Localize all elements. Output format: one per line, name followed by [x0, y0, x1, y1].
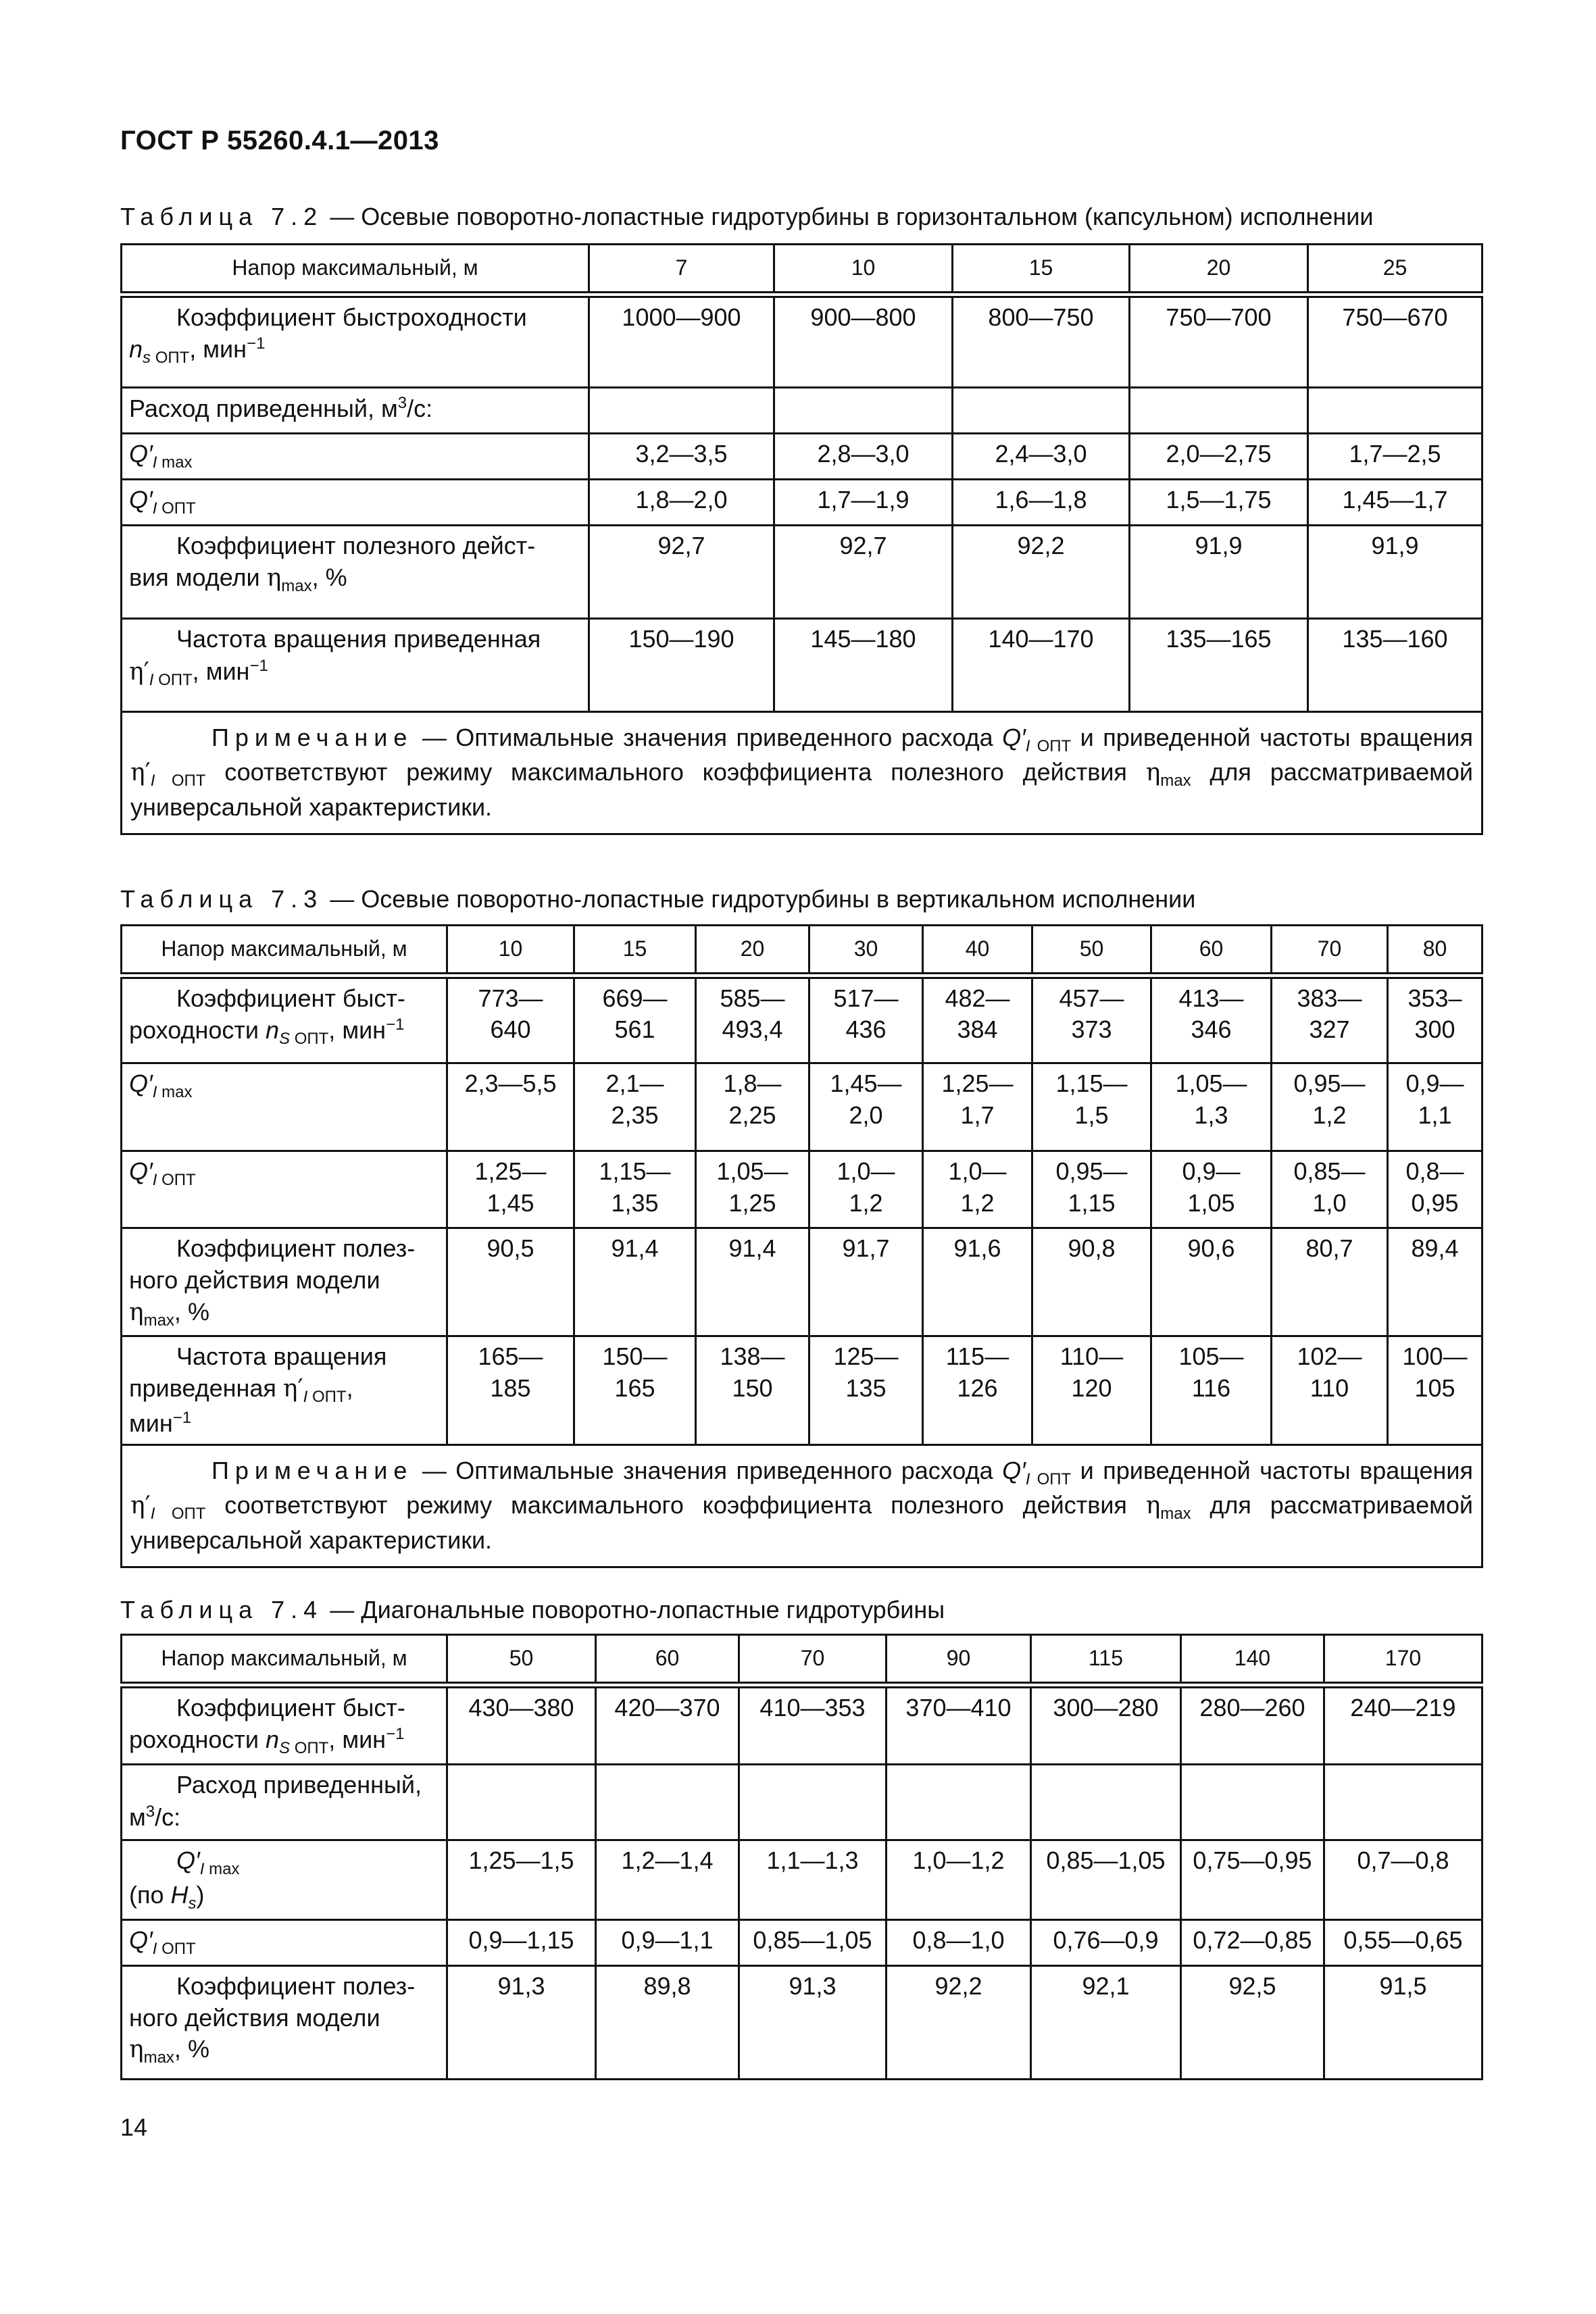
head-value: 70: [1272, 926, 1388, 976]
cell-value: 1,8— 2,25: [696, 1063, 809, 1151]
row-label: Коэффициент быст- роходности $n_S$ $_{ОПТ}$, мин$^{-1}$: [122, 1685, 447, 1765]
cell-value: 91,3: [739, 1965, 887, 2079]
cell-value: 92,2: [887, 1965, 1031, 2079]
cell-value: 353– 300: [1388, 976, 1482, 1063]
head-value: 15: [953, 245, 1130, 295]
cell-value: 280—260: [1181, 1685, 1324, 1765]
cell-value: 92,7: [589, 526, 774, 619]
cell-value: 1,0— 1,2: [809, 1151, 923, 1228]
table-row: [122, 1685, 1482, 1765]
head-label: Напор максимальный, м: [122, 926, 447, 976]
table-row: [122, 976, 1482, 1063]
cell-value: 165— 185: [447, 1336, 574, 1445]
head-value: 10: [447, 926, 574, 976]
cell-value: 0,85—1,05: [739, 1919, 887, 1965]
cell-value: 145—180: [774, 619, 953, 712]
cell-value: 0,95— 1,2: [1272, 1063, 1388, 1151]
table-note-row: [122, 1444, 1482, 1567]
cell-value: 80,7: [1272, 1228, 1388, 1336]
cell-value: 1,6—1,8: [953, 480, 1130, 526]
table-row: [122, 1336, 1482, 1445]
head-value: 115: [1031, 1635, 1181, 1685]
cell-value: 383— 327: [1272, 976, 1388, 1063]
head-value: 60: [596, 1635, 739, 1685]
cell-value: 240—219: [1324, 1685, 1482, 1765]
cell-value: 92,1: [1031, 1965, 1181, 2079]
cell-value: 1,0—1,2: [887, 1840, 1031, 1920]
cell-value: 800—750: [953, 295, 1130, 388]
cell-value: 2,4—3,0: [953, 434, 1130, 480]
cell-value: 92,2: [953, 526, 1130, 619]
table-note-row: [122, 712, 1482, 834]
caption-label: Таблица 7.2: [120, 203, 324, 230]
cell-value: 92,5: [1181, 1965, 1324, 2079]
row-label: Частота вращения приведенная $\eta'_I$ $_{ОПТ}$, мин$^{-1}$: [122, 619, 589, 712]
cell-value: 1,05— 1,3: [1151, 1063, 1272, 1151]
table-row: [122, 1228, 1482, 1336]
cell-value: 135—160: [1308, 619, 1482, 712]
cell-value: 1,8—2,0: [589, 480, 774, 526]
cell-value: 2,0—2,75: [1130, 434, 1308, 480]
table-row: [122, 1765, 1482, 1840]
cell-value: 115— 126: [923, 1336, 1032, 1445]
cell-value: 2,3—5,5: [447, 1063, 574, 1151]
table-header-row: [122, 1635, 1482, 1685]
cell-value: 420—370: [596, 1685, 739, 1765]
row-label: $Q'_I$ $_{ОПТ}$: [122, 1919, 447, 1965]
head-value: 140: [1181, 1635, 1324, 1685]
cell-value: 669— 561: [574, 976, 696, 1063]
row-label: Коэффициент быстроходности $n_s$ $_{ОПТ}$, мин$^{-1}$: [122, 295, 589, 388]
head-value: 50: [1032, 926, 1151, 976]
head-label: Напор максимальный, м: [122, 245, 589, 295]
cell-value: 91,6: [923, 1228, 1032, 1336]
caption-title: — Диагональные поворотно-лопастные гидротурбины: [330, 1596, 945, 1624]
table-7-4: [120, 1634, 1483, 2080]
cell-value: 1,25— 1,45: [447, 1151, 574, 1228]
table-row: [122, 526, 1482, 619]
row-label: Коэффициент полез- ного действия модели $\eta_{max}$, %: [122, 1228, 447, 1336]
caption-label: Таблица 7.4: [120, 1596, 324, 1624]
caption-label: Таблица 7.3: [120, 885, 324, 913]
cell-value: 91,3: [447, 1965, 596, 2079]
row-label: $Q'_I$ $_{max}$ (по $H_s$): [122, 1840, 447, 1920]
table-row: [122, 480, 1482, 526]
cell-value: 105— 116: [1151, 1336, 1272, 1445]
head-value: 90: [887, 1635, 1031, 1685]
cell-value: 517— 436: [809, 976, 923, 1063]
cell-value: 0,72—0,85: [1181, 1919, 1324, 1965]
document-header: ГОСТ Р 55260.4.1—2013: [120, 126, 439, 155]
head-value: 20: [1130, 245, 1308, 295]
cell-value: 900—800: [774, 295, 953, 388]
head-value: 50: [447, 1635, 596, 1685]
cell-value: 0,76—0,9: [1031, 1919, 1181, 1965]
cell-value: 1,7—1,9: [774, 480, 953, 526]
row-label: Расход приведенный, $м^3/с$:: [122, 388, 589, 434]
row-label: Коэффициент полез- ного действия модели $\eta_{max}$, %: [122, 1965, 447, 2079]
row-label: $Q'_I$ $_{max}$: [122, 1063, 447, 1151]
cell-value: 0,9— 1,1: [1388, 1063, 1482, 1151]
cell-value: 92,7: [774, 526, 953, 619]
table-note: Примечание — Оптимальные значения приведенного расхода $Q'_I$ $_{ОПТ}$ и приведенной частоты вращения $\eta'_I$ $_{ОПТ}$ соответствуют режиму максимального коэффициента полезного действия $\eta_{max}$ для рассматриваемой универсальной характеристики.: [122, 1444, 1482, 1567]
table-header-row: [122, 245, 1482, 295]
row-label: Коэффициент быст- роходности $n_S$ $_{ОПТ}$, мин$^{-1}$: [122, 976, 447, 1063]
cell-value: 89,4: [1388, 1228, 1482, 1336]
cell-value: 2,1— 2,35: [574, 1063, 696, 1151]
head-value: 20: [696, 926, 809, 976]
cell-value: 90,6: [1151, 1228, 1272, 1336]
head-value: 170: [1324, 1635, 1482, 1685]
table-row: [122, 1151, 1482, 1228]
caption-title: — Осевые поворотно-лопастные гидротурбины в вертикальном исполнении: [330, 885, 1196, 913]
cell-value: 1,15— 1,35: [574, 1151, 696, 1228]
cell-value: 1000—900: [589, 295, 774, 388]
cell-value: 91,4: [574, 1228, 696, 1336]
head-label: Напор максимальный, м: [122, 1635, 447, 1685]
table-row: [122, 295, 1482, 388]
table-7-2: [120, 243, 1483, 835]
cell-value: 413— 346: [1151, 976, 1272, 1063]
unit-rpm: мин: [203, 335, 247, 363]
cell-value: 140—170: [953, 619, 1130, 712]
cell-value: 2,8—3,0: [774, 434, 953, 480]
cell-value: 90,5: [447, 1228, 574, 1336]
caption-title: — Осевые поворотно-лопастные гидротурбины в горизонтальном (капсульном) исполнении: [330, 203, 1374, 230]
cell-value: 1,25— 1,7: [923, 1063, 1032, 1151]
cell-value: 0,8— 0,95: [1388, 1151, 1482, 1228]
cell-value: 150— 165: [574, 1336, 696, 1445]
table-7-3-caption: [120, 885, 1195, 913]
table-header-row: [122, 926, 1482, 976]
cell-value: 0,85— 1,0: [1272, 1151, 1388, 1228]
cell-value: 0,75—0,95: [1181, 1840, 1324, 1920]
cell-value: 430—380: [447, 1685, 596, 1765]
cell-value: 0,85—1,05: [1031, 1840, 1181, 1920]
table-row: [122, 619, 1482, 712]
table-row: [122, 1919, 1482, 1965]
cell-value: 110— 120: [1032, 1336, 1151, 1445]
table-7-3: [120, 924, 1483, 1568]
head-value: 70: [739, 1635, 887, 1685]
head-value: 30: [809, 926, 923, 976]
cell-value: 0,95— 1,15: [1032, 1151, 1151, 1228]
head-value: 10: [774, 245, 953, 295]
cell-value: 3,2—3,5: [589, 434, 774, 480]
table-note: Примечание — Оптимальные значения приведенного расхода $Q'_I$ $_{ОПТ}$ и приведенной частоты вращения $\eta'_I$ $_{ОПТ}$ соответствуют режиму максимального коэффициента полезного действия $\eta_{max}$ для рассматриваемой универсальной характеристики.: [122, 712, 1482, 834]
cell-value: 1,0— 1,2: [923, 1151, 1032, 1228]
cell-value: 91,7: [809, 1228, 923, 1336]
cell-value: 91,4: [696, 1228, 809, 1336]
cell-value: 1,25—1,5: [447, 1840, 596, 1920]
page-number: 14: [120, 2113, 148, 2141]
table-7-4-caption: [120, 1596, 945, 1624]
table-row: [122, 1965, 1482, 2079]
cell-value: 410—353: [739, 1685, 887, 1765]
cell-value: 0,9—1,15: [447, 1919, 596, 1965]
cell-value: 150—190: [589, 619, 774, 712]
cell-value: 0,8—1,0: [887, 1919, 1031, 1965]
cell-value: 300—280: [1031, 1685, 1181, 1765]
cell-value: 1,45—1,7: [1308, 480, 1482, 526]
cell-value: 750—670: [1308, 295, 1482, 388]
row-label: Расход приведенный, $м^3/с$:: [122, 1765, 447, 1840]
row-label: $Q'_I$ $_{ОПТ}$: [122, 480, 589, 526]
head-value: 7: [589, 245, 774, 295]
head-value: 80: [1388, 926, 1482, 976]
cell-value: 1,05— 1,25: [696, 1151, 809, 1228]
cell-value: 90,8: [1032, 1228, 1151, 1336]
row-label: $Q'_I$ $_{ОПТ}$: [122, 1151, 447, 1228]
cell-value: 89,8: [596, 1965, 739, 2079]
cell-value: 91,5: [1324, 1965, 1482, 2079]
table-row: [122, 434, 1482, 480]
table-row: [122, 388, 1482, 434]
cell-value: 91,9: [1308, 526, 1482, 619]
cell-value: 1,7—2,5: [1308, 434, 1482, 480]
cell-value: 91,9: [1130, 526, 1308, 619]
cell-value: 457— 373: [1032, 976, 1151, 1063]
cell-value: 0,55—0,65: [1324, 1919, 1482, 1965]
cell-value: 0,9— 1,05: [1151, 1151, 1272, 1228]
cell-value: 0,7—0,8: [1324, 1840, 1482, 1920]
row-label: Частота вращения приведенная $\eta'_I$ $_{ОПТ}$, мин$^{-1}$: [122, 1336, 447, 1445]
cell-value: 135—165: [1130, 619, 1308, 712]
cell-value: 773— 640: [447, 976, 574, 1063]
cell-value: 1,2—1,4: [596, 1840, 739, 1920]
cell-value: 482— 384: [923, 976, 1032, 1063]
row-label: Коэффициент полезного дейст- вия модели $\eta_{max}$, %: [122, 526, 589, 619]
cell-value: 1,15— 1,5: [1032, 1063, 1151, 1151]
cell-value: 1,1—1,3: [739, 1840, 887, 1920]
table-row: [122, 1063, 1482, 1151]
cell-value: 585— 493,4: [696, 976, 809, 1063]
cell-value: 1,45— 2,0: [809, 1063, 923, 1151]
cell-value: 1,5—1,75: [1130, 480, 1308, 526]
cell-value: 750—700: [1130, 295, 1308, 388]
head-value: 15: [574, 926, 696, 976]
cell-value: 102— 110: [1272, 1336, 1388, 1445]
head-value: 25: [1308, 245, 1482, 295]
table-row: [122, 1840, 1482, 1920]
cell-value: 0,9—1,1: [596, 1919, 739, 1965]
cell-value: 125— 135: [809, 1336, 923, 1445]
cell-value: 100— 105: [1388, 1336, 1482, 1445]
head-value: 40: [923, 926, 1032, 976]
table-7-2-caption: [120, 203, 1374, 231]
cell-value: 370—410: [887, 1685, 1031, 1765]
row-label: $Q'_I$ $_{max}$: [122, 434, 589, 480]
head-value: 60: [1151, 926, 1272, 976]
cell-value: 138— 150: [696, 1336, 809, 1445]
